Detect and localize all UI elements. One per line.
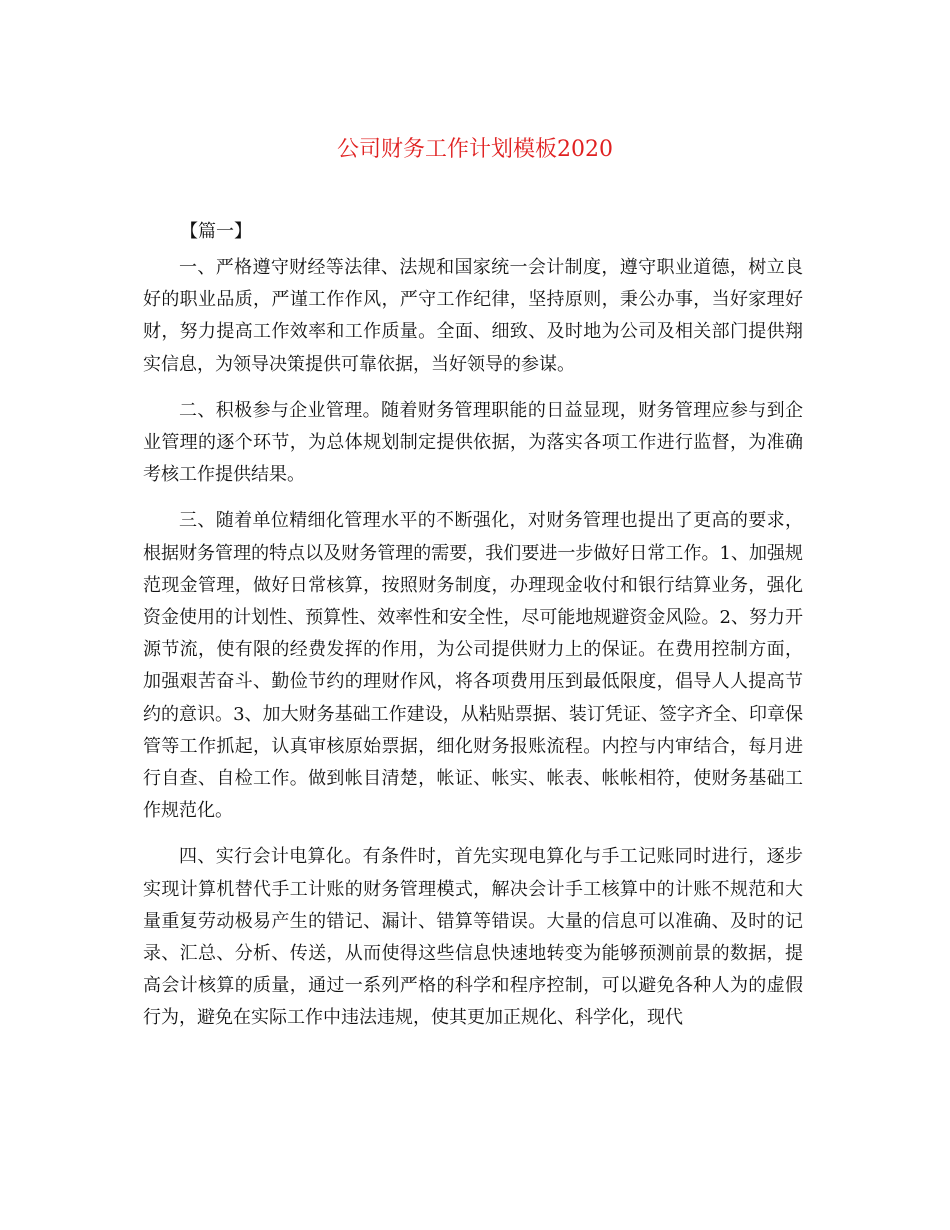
document-title: 公司财务工作计划模板2020 xyxy=(337,137,613,162)
paragraph-1: 一、严格遵守财经等法律、法规和国家统一会计制度，遵守职业道德，树立良好的职业品质，严谨工作作风，严守工作纪律，坚持原则，秉公办事，当好家理好财，努力提高工作效率和工作质量。全面、细致、及时地为公司及相关部门提供翔实信息，为领导决策提供可靠依据，当好领导的参谋。 xyxy=(143,257,803,375)
section-label: 【篇一】 xyxy=(180,221,252,242)
paragraph-3: 三、随着单位精细化管理水平的不断强化，对财务管理也提出了更高的要求，根据财务管理的特点以及财务管理的需要，我们要进一步做好日常工作。1、加强规范现金管理，做好日常核算，按照财务制度，办理现金收付和银行结算业务，强化资金使用的计划性、预算性、效率性和安全性，尽可能地规避资金风险。2、努力开源节流，使有限的经费发挥的作用，为公司提供财力上的保证。在费用控制方面，加强艰苦奋斗、勤俭节约的理财作风，将各项费用压到最低限度，倡导人人提高节约的意识。3、加大财务基础工作建设，从粘贴票据、装订凭证、签字齐全、印章保管等工作抓起，认真审核原始票据，细化财务报账流程。内控与内审结合，每月进行自查、自检工作。做到帐目清楚，帐证、帐实、帐表、帐帐相符，使财务基础工作规范化。 xyxy=(143,510,803,822)
paragraph-4: 四、实行会计电算化。有条件时，首先实现电算化与手工记账同时进行，逐步实现计算机替代手工计账的财务管理模式，解决会计手工核算中的计账不规范和大量重复劳动极易产生的错记、漏计、错算等错误。大量的信息可以准确、及时的记录、汇总、分析、传送，从而使得这些信息快速地转变为能够预测前景的数据，提高会计核算的质量，通过一系列严格的科学和程序控制，可以避免各种人为的虚假行为，避免在实际工作中违法违规，使其更加正规化、科学化，现代 xyxy=(143,846,803,1029)
paragraph-2: 二、积极参与企业管理。随着财务管理职能的日益显现，财务管理应参与到企业管理的逐个环节，为总体规划制定提供依据，为落实各项工作进行监督，为准确考核工作提供结果。 xyxy=(143,399,803,486)
document-body xyxy=(143,252,803,1049)
